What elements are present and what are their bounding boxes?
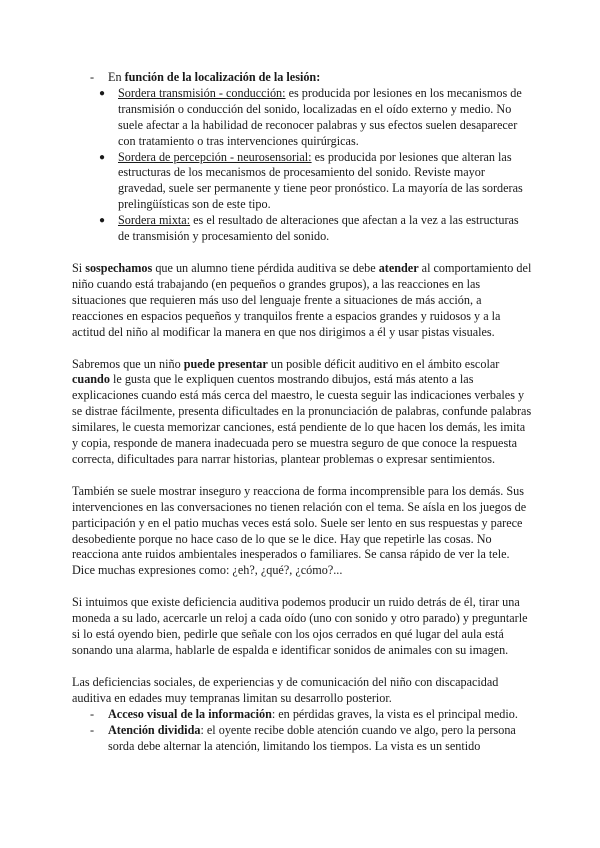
term-transmision: Sordera transmisión - conducción: xyxy=(118,85,286,100)
deficiencies-list xyxy=(72,707,532,755)
text-run: Si xyxy=(72,260,86,275)
term-atencion-dividida: Atención dividida xyxy=(108,722,201,737)
spacer xyxy=(72,245,532,261)
bold-sospechamos: sospechamos xyxy=(85,260,153,275)
bold-cuando: cuando xyxy=(72,372,110,387)
list-item xyxy=(72,723,532,755)
desc-percepcion: es producida por lesiones que alteran las estructuras de los mecanismos de procesamiento del sonido. Reviste mayor gravedad, suele ser permanente y tiene peor pronóstico. La mayoría de las sorderas prelingüísticas son de este tipo. xyxy=(118,149,523,212)
text-run: Sabremos que un niño xyxy=(72,356,184,371)
heading-bold: función de la localización de la lesión: xyxy=(124,70,321,84)
paragraph-deficiencias: Las deficiencias sociales, de experiencias y de comunicación del niño con discapacidad auditiva en edades muy tempranas limitan su desarrollo posterior. xyxy=(72,674,499,705)
desc-transmision: es producida por lesiones en los mecanismos de transmisión o conducción del sonido, localizadas en el oído externo y medio. No suele afectar a la habilidad de reconocer palabras y sus efectos suelen desaparecer con tratamiento o tras intervenciones quirúrgicas. xyxy=(118,85,522,148)
heading-prefix: En xyxy=(108,70,125,84)
dash-marker: - xyxy=(90,706,95,721)
term-mixta: Sordera mixta: xyxy=(118,213,191,228)
localization-list xyxy=(72,70,532,245)
list-item xyxy=(72,86,532,150)
bullet-icon: ● xyxy=(99,87,106,99)
paragraph-sabremos xyxy=(72,357,532,468)
text-run: le gusta que le expliquen cuentos mostrando dibujos, está más atento a las explicaciones cuando está más cerca del maestro, le cuesta seguir las indicaciones verbales y se distrae fácilmente, presenta dificultades en la pronunciación de palabras, confunde palabras similares, le cuesta memorizar canciones, está pendiente de lo que hacen los demás, les imita y copia, responde de manera inadecuada pero se muestra seguro de que conoce la respuesta correcta, dificultades para narrar historias, plantear problemas o expresar sentimientos. xyxy=(72,372,532,466)
bullet-icon: ● xyxy=(99,151,106,163)
text-run: al comportamiento del niño cuando está trabajando (en pequeños o grandes grupos), a las reacciones en las situaciones que requieren más uso del lenguaje frente a situaciones de más acción, a reacciones en espacios pequeños y tranquilos frente a espacios grandes y ruidosos y a la actitud del niño al modificar la manera en que nos dirigimos a él y usar pistas visuales. xyxy=(72,260,532,339)
list-item xyxy=(72,150,532,214)
desc-atencion-dividida: : el oyente recibe doble atención cuando ve algo, pero la persona sorda debe alternar la atención, limitando los tiempos. La vista es un sentido xyxy=(108,722,516,753)
text-run: que un alumno tiene pérdida auditiva se debe xyxy=(152,260,379,275)
bold-puede-presentar: puede presentar xyxy=(183,356,268,371)
desc-acceso-visual: : en pérdidas graves, la vista es el principal medio. xyxy=(271,706,518,721)
hearing-types-list xyxy=(72,86,532,245)
localization-heading xyxy=(72,70,532,245)
desc-mixta: es el resultado de alteraciones que afectan a la vez a las estructuras de transmisión y procesamiento del sonido. xyxy=(118,213,519,244)
bold-atender: atender xyxy=(378,260,419,275)
list-item xyxy=(72,213,532,245)
term-acceso-visual: Acceso visual de la información xyxy=(108,706,272,721)
paragraph-sospecha xyxy=(72,261,532,341)
dash-marker: - xyxy=(90,722,95,737)
paragraph-tambien: También se suele mostrar inseguro y reacciona de forma incomprensible para los demás. Sus intervenciones en las conversaciones no tienen relación con el tema. Se aísla en los juegos de participación y en el patio muchas veces está solo. Suele ser lento en sus respuestas y parece desobediente porque no hace caso de lo que se le dice. Hay que repetirle las cosas. No reacciona ante ruidos ambientales inesperados o familiares. Se cansa rápido de ver la tele. Dice muchas expresiones como: ¿eh?, ¿qué?, ¿cómo?... xyxy=(72,483,527,578)
paragraph-intuimos: Si intuimos que existe deficiencia auditiva podemos producir un ruido detrás de él, tirar una moneda a su lado, acercarle un reloj a cada oído (uno con sonido y otro parado) y preguntarle si lo está oyendo bien, pedirle que señale con los ojos cerrados en qué lugar del aula está sonando una alarma, hablarle de espalda e identificar sonidos de animales con su imagen. xyxy=(72,595,528,657)
term-percepcion: Sordera de percepción - neurosensorial: xyxy=(118,149,312,164)
bullet-icon: ● xyxy=(99,215,106,227)
text-run: un posible déficit auditivo en el ámbito escolar xyxy=(267,356,500,371)
list-item xyxy=(72,707,532,723)
dash-marker: - xyxy=(90,70,95,84)
